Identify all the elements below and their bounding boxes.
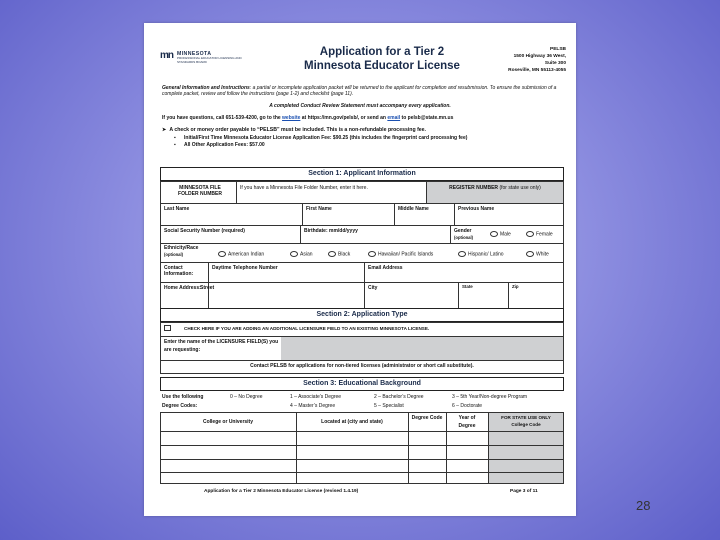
slide-number: 28 [636,498,651,513]
degree-code-1: 1 – Associate’s Degree [290,394,342,400]
file-folder-label: MINNESOTA FILE FOLDER NUMBER [178,185,222,198]
american-indian-radio[interactable] [218,251,226,257]
ethnicity-option-hispanic[interactable] [458,251,504,258]
male-label: Male [500,231,511,238]
fee-item: ▪ Initial/First Time Minnesota Educator License Application Fee: $90.25 (this includes the fingerprint card processing fee) [174,135,554,141]
general-label: General Information and Instructions [162,85,250,91]
first-name-label: First Name [306,206,332,212]
logo-name: MINNESOTA [177,51,212,57]
section2-header: Section 2: Application Type [160,308,564,322]
register-number-box [427,182,563,203]
option-label: Hispanic/ Latino [468,251,504,258]
option-label: American Indian [228,251,265,258]
state-input[interactable] [462,293,504,307]
daytime-phone-input[interactable] [212,273,360,281]
footer-form-name: Application for a Tier 2 Minnesota Educator License (revised 1.4.19) [204,489,359,494]
email-address-input[interactable] [368,273,560,281]
questions-text: If you have questions, call 651-539-4200, go to the [162,115,281,121]
ssn-label: Social Security Number (required) [164,228,245,234]
title-line-2: Minnesota Educator License [304,60,460,73]
check-payment-note [162,127,426,134]
fee-item: ▪ All Other Application Fees: $57.00 [174,142,554,148]
col-location: Located at (city and state) [321,419,383,425]
last-name-label: Last Name [164,206,190,212]
option-label: White [536,251,549,258]
conduct-review-note: A completed Conduct Review Statement must accompany every application. [269,103,451,109]
address-line: Suite 300 [544,60,566,66]
col-year-of-degree: Year of Degree [458,415,476,429]
degree-code-5: 5 – Specialist [374,403,404,409]
ethnicity-option-hawaiian[interactable] [368,251,433,258]
add-licensure-label: CHECK HERE IF YOU ARE ADDING AN ADDITIONAL LICENSURE FIELD TO AN EXISTING MINNESOTA LICENSE. [184,326,430,331]
checkbox-square[interactable] [164,325,171,331]
daytime-phone-label: Daytime Telephone Number [212,265,278,271]
ethnicity-option-black[interactable] [328,251,350,258]
last-name-input[interactable] [164,214,298,224]
hispanic-radio[interactable] [458,251,466,257]
degree-code-2: 2 – Bachelor’s Degree [374,394,424,400]
male-radio[interactable] [490,231,498,237]
gender-female-option[interactable] [526,231,553,238]
gender-label [454,228,473,241]
option-label: Hawaiian/ Pacific Islands [378,251,434,258]
gender-text: Gender [454,228,472,234]
title-line-1: Application for a Tier 2 [319,46,445,58]
degree-code-0: 0 – No Degree [230,394,263,400]
add-licensure-checkbox[interactable] [164,325,171,332]
middle-name-label: Middle Name [398,206,429,212]
email-link[interactable]: email [387,115,401,121]
degree-code-4: 4 – Master’s Degree [290,403,336,409]
register-number-hint: (for state use only) [499,185,541,191]
gender-male-option[interactable] [490,231,511,238]
option-label: Black [338,251,351,258]
degree-code-6: 6 – Doctorate [452,403,483,409]
state-label: State [462,284,473,289]
degree-codes-label: Degree Codes: [162,403,198,409]
option-label: Asian [300,251,313,258]
col-state-use [488,415,564,429]
home-address-label: Home Address: [164,285,201,291]
ethnicity-option-american-indian[interactable] [218,251,264,258]
ethnicity-optional: (optional) [164,252,184,258]
first-name-input[interactable] [306,214,390,224]
application-page [144,23,576,516]
contact-information-label: Contact Information: [164,265,194,278]
fee-list [174,135,554,150]
asian-radio[interactable] [290,251,298,257]
page-title [292,45,472,74]
register-number-label: REGISTER NUMBER [449,185,499,191]
ethnicity-option-asian[interactable] [290,251,313,258]
questions-line [162,115,572,121]
file-folder-hint: If you have a Minnesota File Folder Number, enter it here. [240,185,368,191]
col-degree-code: Degree Code [411,415,443,421]
birthdate-label: Birthdate: mm/dd/yyyy [304,228,358,234]
zip-label: Zip [512,284,519,289]
email-address-label: Email Address [368,265,403,271]
degree-code-3: 3 – 5th Year/Non-degree Program [452,394,528,400]
state-use-label: FOR STATE USE ONLY [501,415,551,420]
questions-text: at https://mn.gov/pelsb/, or send an [301,115,386,121]
black-radio[interactable] [328,251,336,257]
general-text: : a partial or incomplete application packet will be returned to the applicant for completion and resubmission. To ensure the submission of a complete packet, review and follow the instructions (page 1-2) and checklist (page 11). [162,85,557,98]
address-line: 1500 Highway 36 West, [513,53,566,59]
general-instructions [162,85,562,98]
use-following-label: Use the following [162,394,204,400]
mn-logo-mark: mn [160,50,173,61]
licensure-field-label: Enter the name of the LICENSURE FIELD(S) you are requesting: [164,339,279,353]
gender-optional: (optional) [454,235,474,241]
website-link[interactable]: website [282,115,301,121]
pelsb-address [482,47,566,75]
college-code-label: College Code [511,421,541,427]
address-line: PELSB [550,47,566,52]
street-label: Street [200,285,215,291]
middle-name-input[interactable] [398,214,450,224]
address-line: Roseville, MN 55113-4055 [508,67,566,73]
ethnicity-label [164,245,198,258]
footer-page-number: Page 3 of 11 [510,489,538,494]
city-input[interactable] [368,293,454,307]
contact-pelsb-note: Contact PELSB for applications for non-tiered licenses (administrator or short call substitute). [250,363,474,369]
arrow-bullet-icon: ➤ [162,127,167,133]
hawaiian-radio[interactable] [368,251,376,257]
section3-header: Section 3: Educational Background [160,377,564,391]
col-college-university: College or University [202,419,253,425]
zip-input[interactable] [512,293,560,307]
questions-text: to pelsb@state.mn.us [401,115,454,121]
female-label: Female [536,231,553,238]
female-radio[interactable] [526,231,534,237]
white-radio[interactable] [526,251,534,257]
licensure-field-input[interactable] [281,337,563,360]
city-label: City [368,285,378,291]
logo-subtitle: PROFESSIONAL EDUCATOR LICENSING AND STANDARDS BOARD [177,56,242,64]
previous-name-label: Previous Name [458,206,495,212]
check-line-text: A check or money order payable to “PELSB” must be included. This is a non-refundable processing fee. [169,127,427,133]
previous-name-input[interactable] [458,214,560,224]
street-input[interactable] [212,293,360,307]
file-folder-input[interactable] [240,193,420,202]
section1-header: Section 1: Applicant Information [160,167,564,181]
ethnicity-text: Ethnicity/Race [164,245,199,251]
ethnicity-option-white[interactable] [526,251,549,258]
